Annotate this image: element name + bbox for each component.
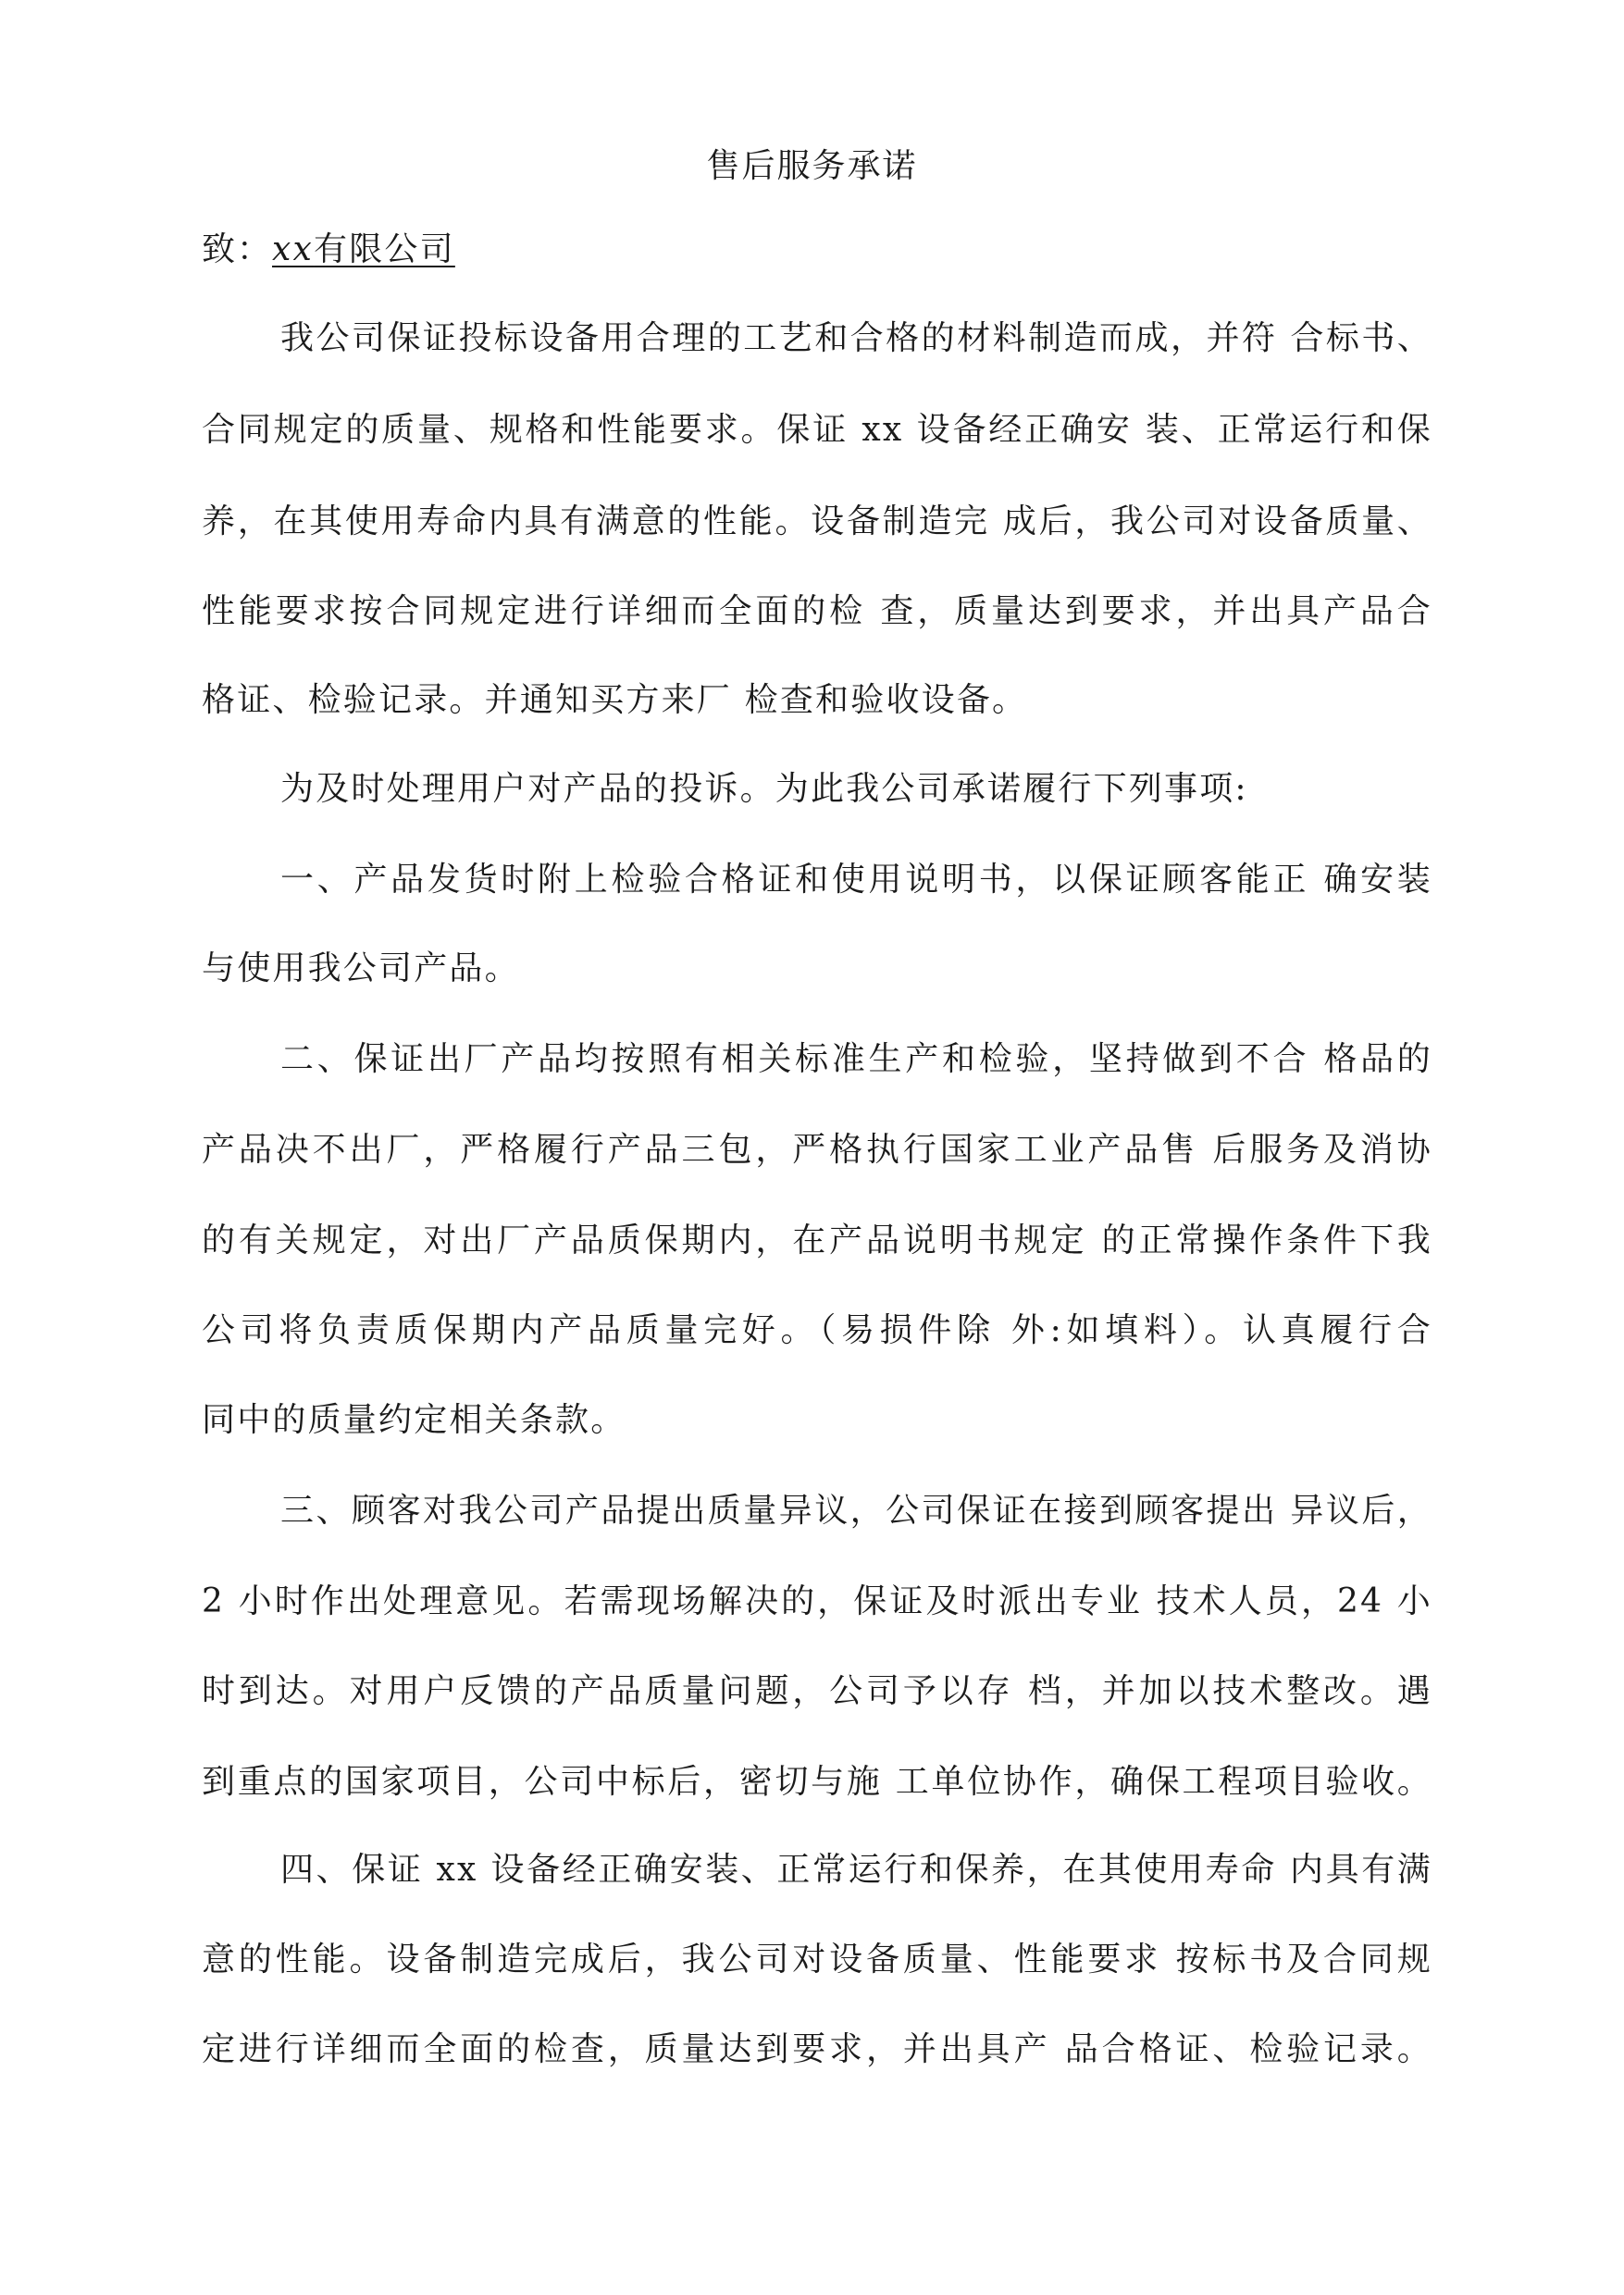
paragraph-line: 同中的质量约定相关条款。	[202, 1401, 626, 1439]
paragraph-line: 格证、检验记录。并通知买方来厂 检查和验收设备。	[202, 681, 1028, 719]
paragraph-line: 性能要求按合同规定进行详细而全面的检 查，质量达到要求，并出具产品合	[202, 592, 1432, 630]
addressee-line	[202, 224, 455, 276]
paragraph-line: 我公司保证投标设备用合理的工艺和合格的材料制造而成，并符 合标书、	[280, 319, 1432, 357]
paragraph-line: 时到达。对用户反馈的产品质量问题，公司予以存 档，并加以技术整改。遇	[202, 1672, 1432, 1710]
paragraph-line: 与使用我公司产品。	[202, 949, 520, 987]
document-title: 售后服务承诺	[706, 147, 918, 185]
paragraph-line: 四、保证 xx 设备经正确安装、正常运行和保养，在其使用寿命 内具有满	[280, 1851, 1432, 1889]
paragraph-line: 2 小时作出处理意见。若需现场解决的，保证及时派出专业 技术人员，24 小	[202, 1582, 1432, 1620]
addressee-name-suffix: 有限公司	[314, 230, 455, 268]
addressee-company-name	[272, 230, 455, 268]
addressee-name-placeholder: xx	[272, 230, 315, 268]
paragraph-line: 意的性能。设备制造完成后，我公司对设备质量、性能要求 按标书及合同规	[202, 1941, 1432, 1979]
paragraph-line: 三、顾客对我公司产品提出质量异议，公司保证在接到顾客提出 异议后，	[280, 1492, 1432, 1530]
paragraph-line: 的有关规定，对出厂产品质保期内，在产品说明书规定 的正常操作条件下我	[202, 1222, 1432, 1259]
paragraph-line: 定进行详细而全面的检查，质量达到要求，并出具产 品合格证、检验记录。	[202, 2030, 1432, 2068]
paragraph-line: 公司将负责质保期内产品质量完好。（易损件除 外:如填料）。认真履行合	[202, 1311, 1432, 1349]
paragraph-line: 产品决不出厂，严格履行产品三包，严格执行国家工业产品售 后服务及消协	[202, 1131, 1432, 1169]
paragraph-line: 合同规定的质量、规格和性能要求。保证 xx 设备经正确安 装、正常运行和保	[202, 411, 1432, 449]
paragraph-line: 养，在其使用寿命内具有满意的性能。设备制造完 成后，我公司对设备质量、	[202, 502, 1432, 540]
paragraph-line: 二、保证出厂产品均按照有相关标准生产和检验，坚持做到不合 格品的	[280, 1040, 1432, 1078]
paragraph-line: 一、产品发货时附上检验合格证和使用说明书，以保证顾客能正 确安装	[280, 861, 1432, 899]
addressee-prefix: 致：	[202, 230, 273, 268]
paragraph-line: 为及时处理用户对产品的投诉。为此我公司承诺履行下列事项:	[280, 770, 1248, 808]
paragraph-line: 到重点的国家项目，公司中标后，密切与施 工单位协作，确保工程项目验收。	[202, 1763, 1432, 1801]
